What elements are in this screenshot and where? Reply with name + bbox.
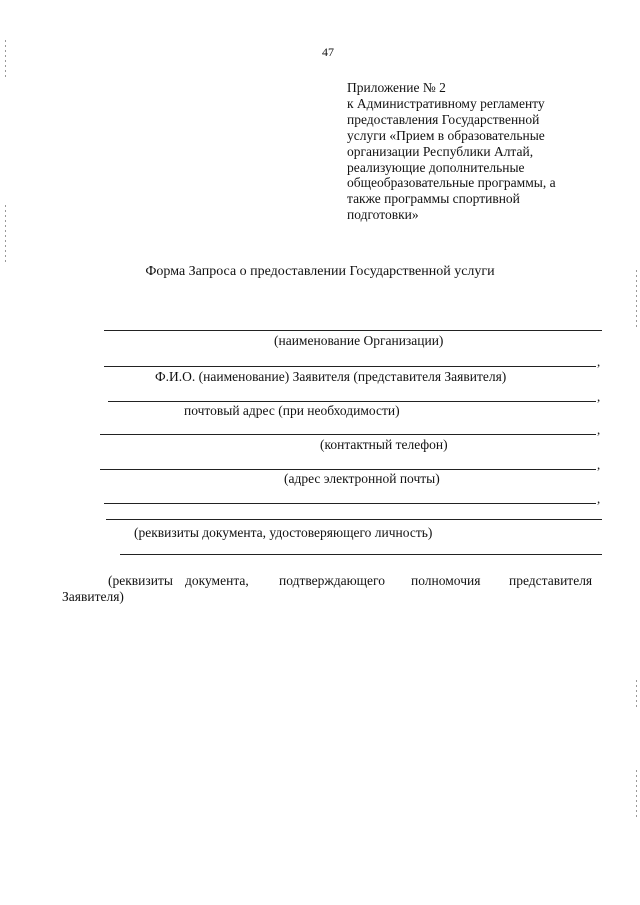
id-document-line-2[interactable] xyxy=(106,519,602,520)
phone-line[interactable] xyxy=(100,434,596,435)
appendix-line: организации Республики Алтай, xyxy=(347,143,534,159)
phone-caption: (контактный телефон) xyxy=(320,437,448,452)
appendix-line: предоставления Государственной xyxy=(347,111,540,127)
applicant-line[interactable] xyxy=(104,366,596,367)
appendix-line: подготовки» xyxy=(347,207,419,223)
address-line[interactable] xyxy=(108,401,596,402)
page-number: 47 xyxy=(322,45,334,59)
id-document-comma: , xyxy=(597,491,601,506)
appendix-line: услуги «Прием в образовательные xyxy=(347,127,545,143)
id-document-caption: (реквизиты документа, удостоверяющего личность) xyxy=(134,525,433,540)
appendix-line: также программы спортивной xyxy=(347,191,520,207)
appendix-line: к Административному регламенту xyxy=(347,95,545,111)
applicant-caption: Ф.И.О. (наименование) Заявителя (представителя Заявителя) xyxy=(155,369,507,384)
authority-word: документа, xyxy=(185,573,249,588)
authority-word: (реквизиты xyxy=(108,573,173,588)
phone-comma: , xyxy=(597,422,601,437)
address-caption: почтовый адрес (при необходимости) xyxy=(184,403,400,418)
email-comma: , xyxy=(597,457,601,472)
organization-line[interactable] xyxy=(104,330,602,331)
authority-word: подтверждающего xyxy=(279,573,386,588)
email-caption: (адрес электронной почты) xyxy=(284,471,440,486)
email-line[interactable] xyxy=(100,469,596,470)
organization-caption: (наименование Организации) xyxy=(274,333,444,348)
appendix-line: общеобразовательные программы, а xyxy=(347,175,556,191)
form-title: Форма Запроса о предоставлении Государственной услуги xyxy=(145,264,495,279)
scan-mark xyxy=(5,205,6,265)
scan-mark xyxy=(636,680,637,710)
scan-mark xyxy=(636,270,637,330)
authority-word: представителя xyxy=(509,573,593,588)
address-comma: , xyxy=(597,389,601,404)
appendix-line: реализующие дополнительные xyxy=(347,159,525,175)
appendix-line: Приложение № 2 xyxy=(347,80,446,95)
authority-line[interactable] xyxy=(120,554,602,555)
scan-mark xyxy=(5,40,6,80)
applicant-comma: , xyxy=(597,354,601,369)
scan-mark xyxy=(636,770,637,820)
authority-word: полномочия xyxy=(411,573,481,588)
id-document-line-1[interactable] xyxy=(104,503,596,504)
authority-caption-continuation: Заявителя) xyxy=(62,589,124,604)
appendix-header xyxy=(347,80,617,223)
